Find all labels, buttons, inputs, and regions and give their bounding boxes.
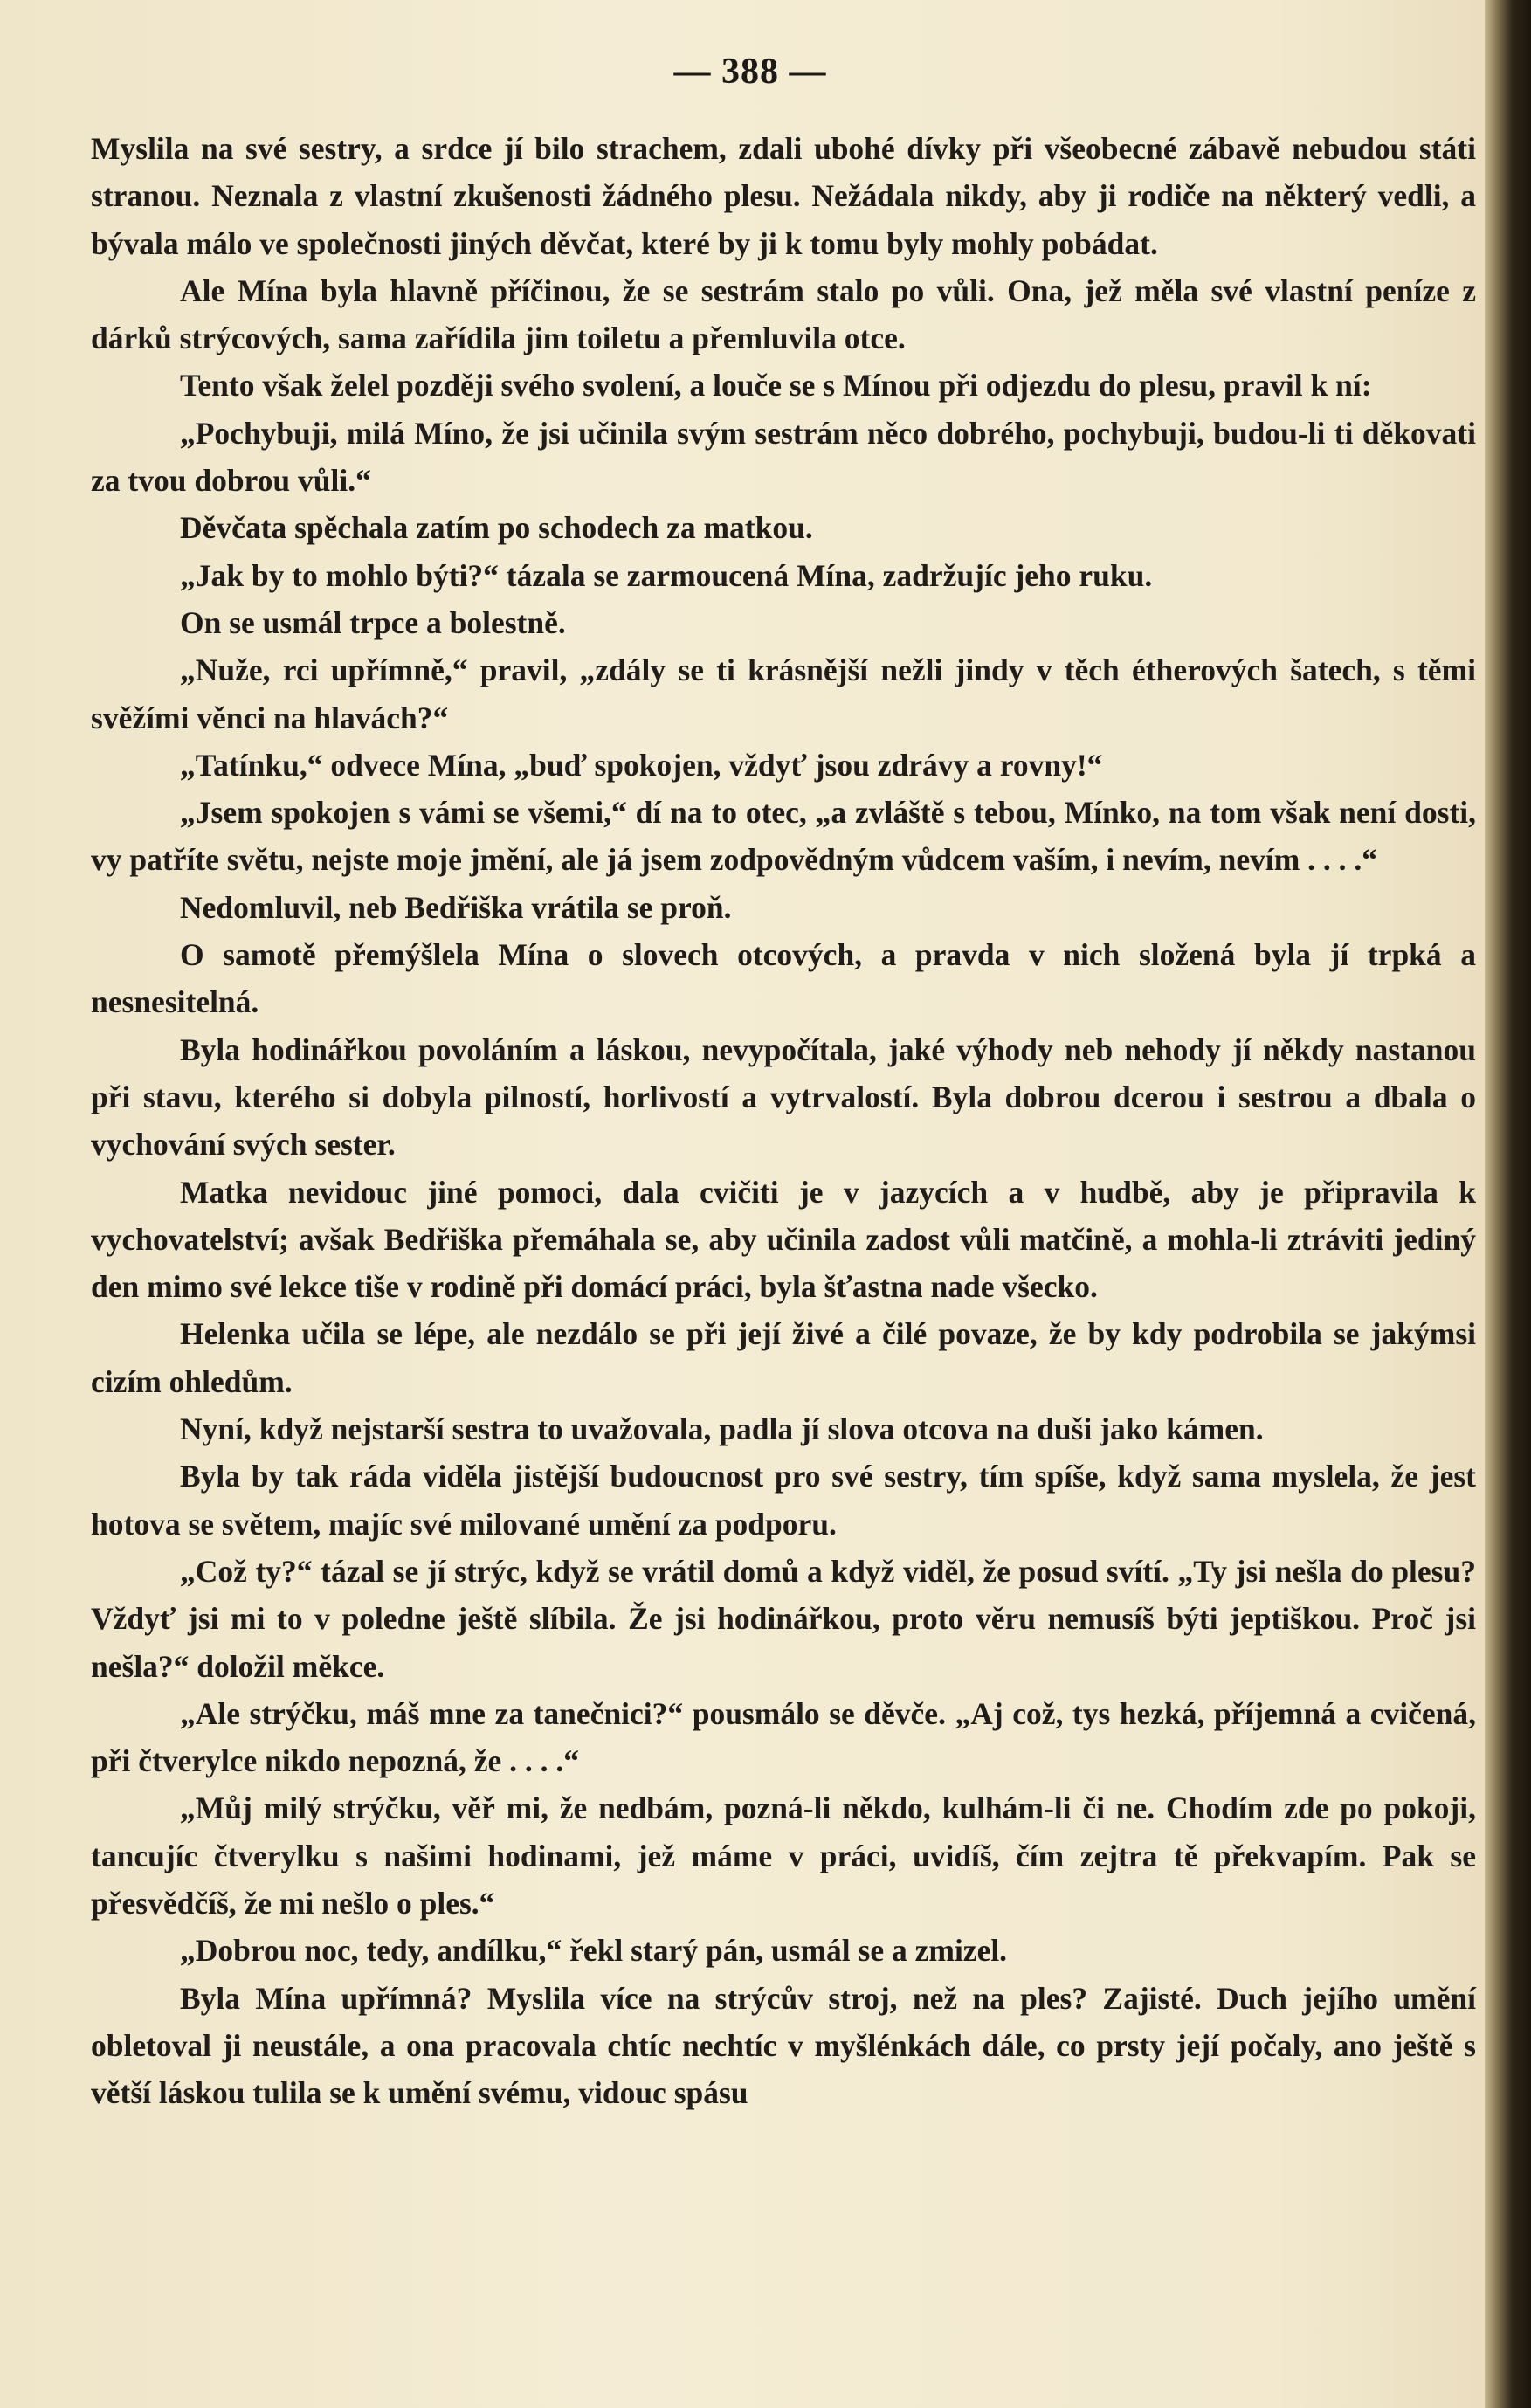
paragraph: Tento však želel později svého svolení, a louče se s Mínou při odjezdu do plesu, pravil k ní:	[180, 368, 1372, 404]
paragraph: „Což ty?“ tázal se jí strýc, když se vrátil domů a když viděl, že posud svítí. „Ty jsi nešla do plesu? Vždyť jsi mi to v poledne ještě slíbila. Že jsi hodinářkou, proto věru nemusíš býti jeptiškou. Proč jsi nešla?“ doložil měkce.	[91, 1553, 1476, 1684]
paragraph: Helenka učila se lépe, ale nezdálo se při její živé a čilé povaze, že by kdy podrobila se jakýmsi cizím ohledům.	[91, 1316, 1476, 1399]
paragraph: „Pochybuji, milá Míno, že jsi učinila svým sestrám něco dobrého, pochybuji, budou-li ti děkovati za tvou dobrou vůli.“	[91, 415, 1476, 499]
paragraph: „Nuže, rci upřímně,“ pravil, „zdály se ti krásnější nežli jindy v těch étherových šatech, s těmi svěžími věnci na hlavách?“	[91, 652, 1476, 735]
paragraph: „Ale strýčku, máš mne za tanečnici?“ pousmálo se děvče. „Aj což, tys hezká, příjemná a cvičená, při čtverylce nikdo nepozná, že . . . .“	[91, 1695, 1476, 1779]
paragraph: „Tatínku,“ odvece Mína, „buď spokojen, vždyť jsou zdrávy a rovny!“	[180, 747, 1103, 783]
page-number: — 388 —	[673, 52, 827, 92]
paragraph: Matka nevidouc jiné pomoci, dala cvičiti je v jazycích a v hudbě, aby je připravila k vychovatelství; avšak Bedřiška přemáhala se, aby učinila zadost vůli matčině, a mohla-li ztráviti jediný den mimo své lekce tiše v rodině při domácí práci, byla šťastna nade všecko.	[91, 1174, 1476, 1305]
paragraph: Ale Mína byla hlavně příčinou, že se sestrám stalo po vůli. Ona, jež měla své vlastní peníze z dárků strýcových, sama zařídila jim toiletu a přemluvila otce.	[91, 273, 1476, 356]
paragraph: Děvčata spěchala zatím po schodech za matkou.	[180, 510, 813, 546]
paragraph: Nedomluvil, neb Bedřiška vrátila se proň.	[180, 889, 732, 925]
body-text	[91, 125, 1476, 2116]
paragraph: Byla by tak ráda viděla jistější budoucnost pro své sestry, tím spíše, když sama myslela, že jest hotova se světem, majíc své milované umění za podporu.	[91, 1459, 1476, 1542]
paragraph: Myslila na své sestry, a srdce jí bilo strachem, zdali ubohé dívky při všeobecné zábavě nebudou státi stranou. Neznala z vlastní zkušenosti žádného plesu. Nežádala nikdy, aby ji rodiče na některý vedli, a bývala málo ve společnosti jiných děvčat, které by ji k tomu byly mohly pobádat.	[91, 131, 1476, 261]
paragraph: „Jak by to mohlo býti?“ tázala se zarmoucená Mína, zadržujíc jeho ruku.	[180, 557, 1153, 593]
paragraph: Byla hodinářkou povoláním a láskou, nevypočítala, jaké výhody neb nehody jí někdy nastanou při stavu, kterého si dobyla pilností, horlivostí a vytrvalostí. Byla dobrou dcerou i sestrou a dbala o vychování svých sester.	[91, 1032, 1476, 1163]
paragraph: Nyní, když nejstarší sestra to uvažovala, padla jí slova otcova na duši jako kámen.	[180, 1411, 1264, 1447]
paragraph: „Můj milý strýčku, věř mi, že nedbám, pozná-li někdo, kulhám-li či ne. Chodím zde po pokoji, tancujíc čtverylku s našimi hodinami, jež máme v práci, uvidíš, čím zejtra tě překvapím. Pak se přesvědčíš, že mi nešlo o ples.“	[91, 1790, 1476, 1921]
paragraph: „Dobrou noc, tedy, andílku,“ řekl starý pán, usmál se a zmizel.	[180, 1933, 1008, 1969]
paragraph: O samotě přemýšlela Mína o slovech otcových, a pravda v nich složená byla jí trpká a nesnesitelná.	[91, 937, 1476, 1020]
binding-edge-shadow	[1485, 0, 1531, 2408]
paragraph: Byla Mína upřímná? Myslila více na strýcův stroj, než na ples? Zajisté. Duch jejího umění obletoval ji neustále, a ona pracovala chtíc nechtíc v myšlénkách dále, co prsty její počaly, ano ještě s větší láskou tulila se k umění svému, vidouc spásu	[91, 1980, 1476, 2111]
paragraph: „Jsem spokojen s vámi se všemi,“ dí na to otec, „a zvláště s tebou, Mínko, na tom však není dosti, vy patříte světu, nejste moje jmění, ale já jsem zodpovědným vůdcem vaším, i nevím, nevím . . . .“	[91, 795, 1476, 878]
paragraph: On se usmál trpce a bolestně.	[180, 604, 566, 640]
